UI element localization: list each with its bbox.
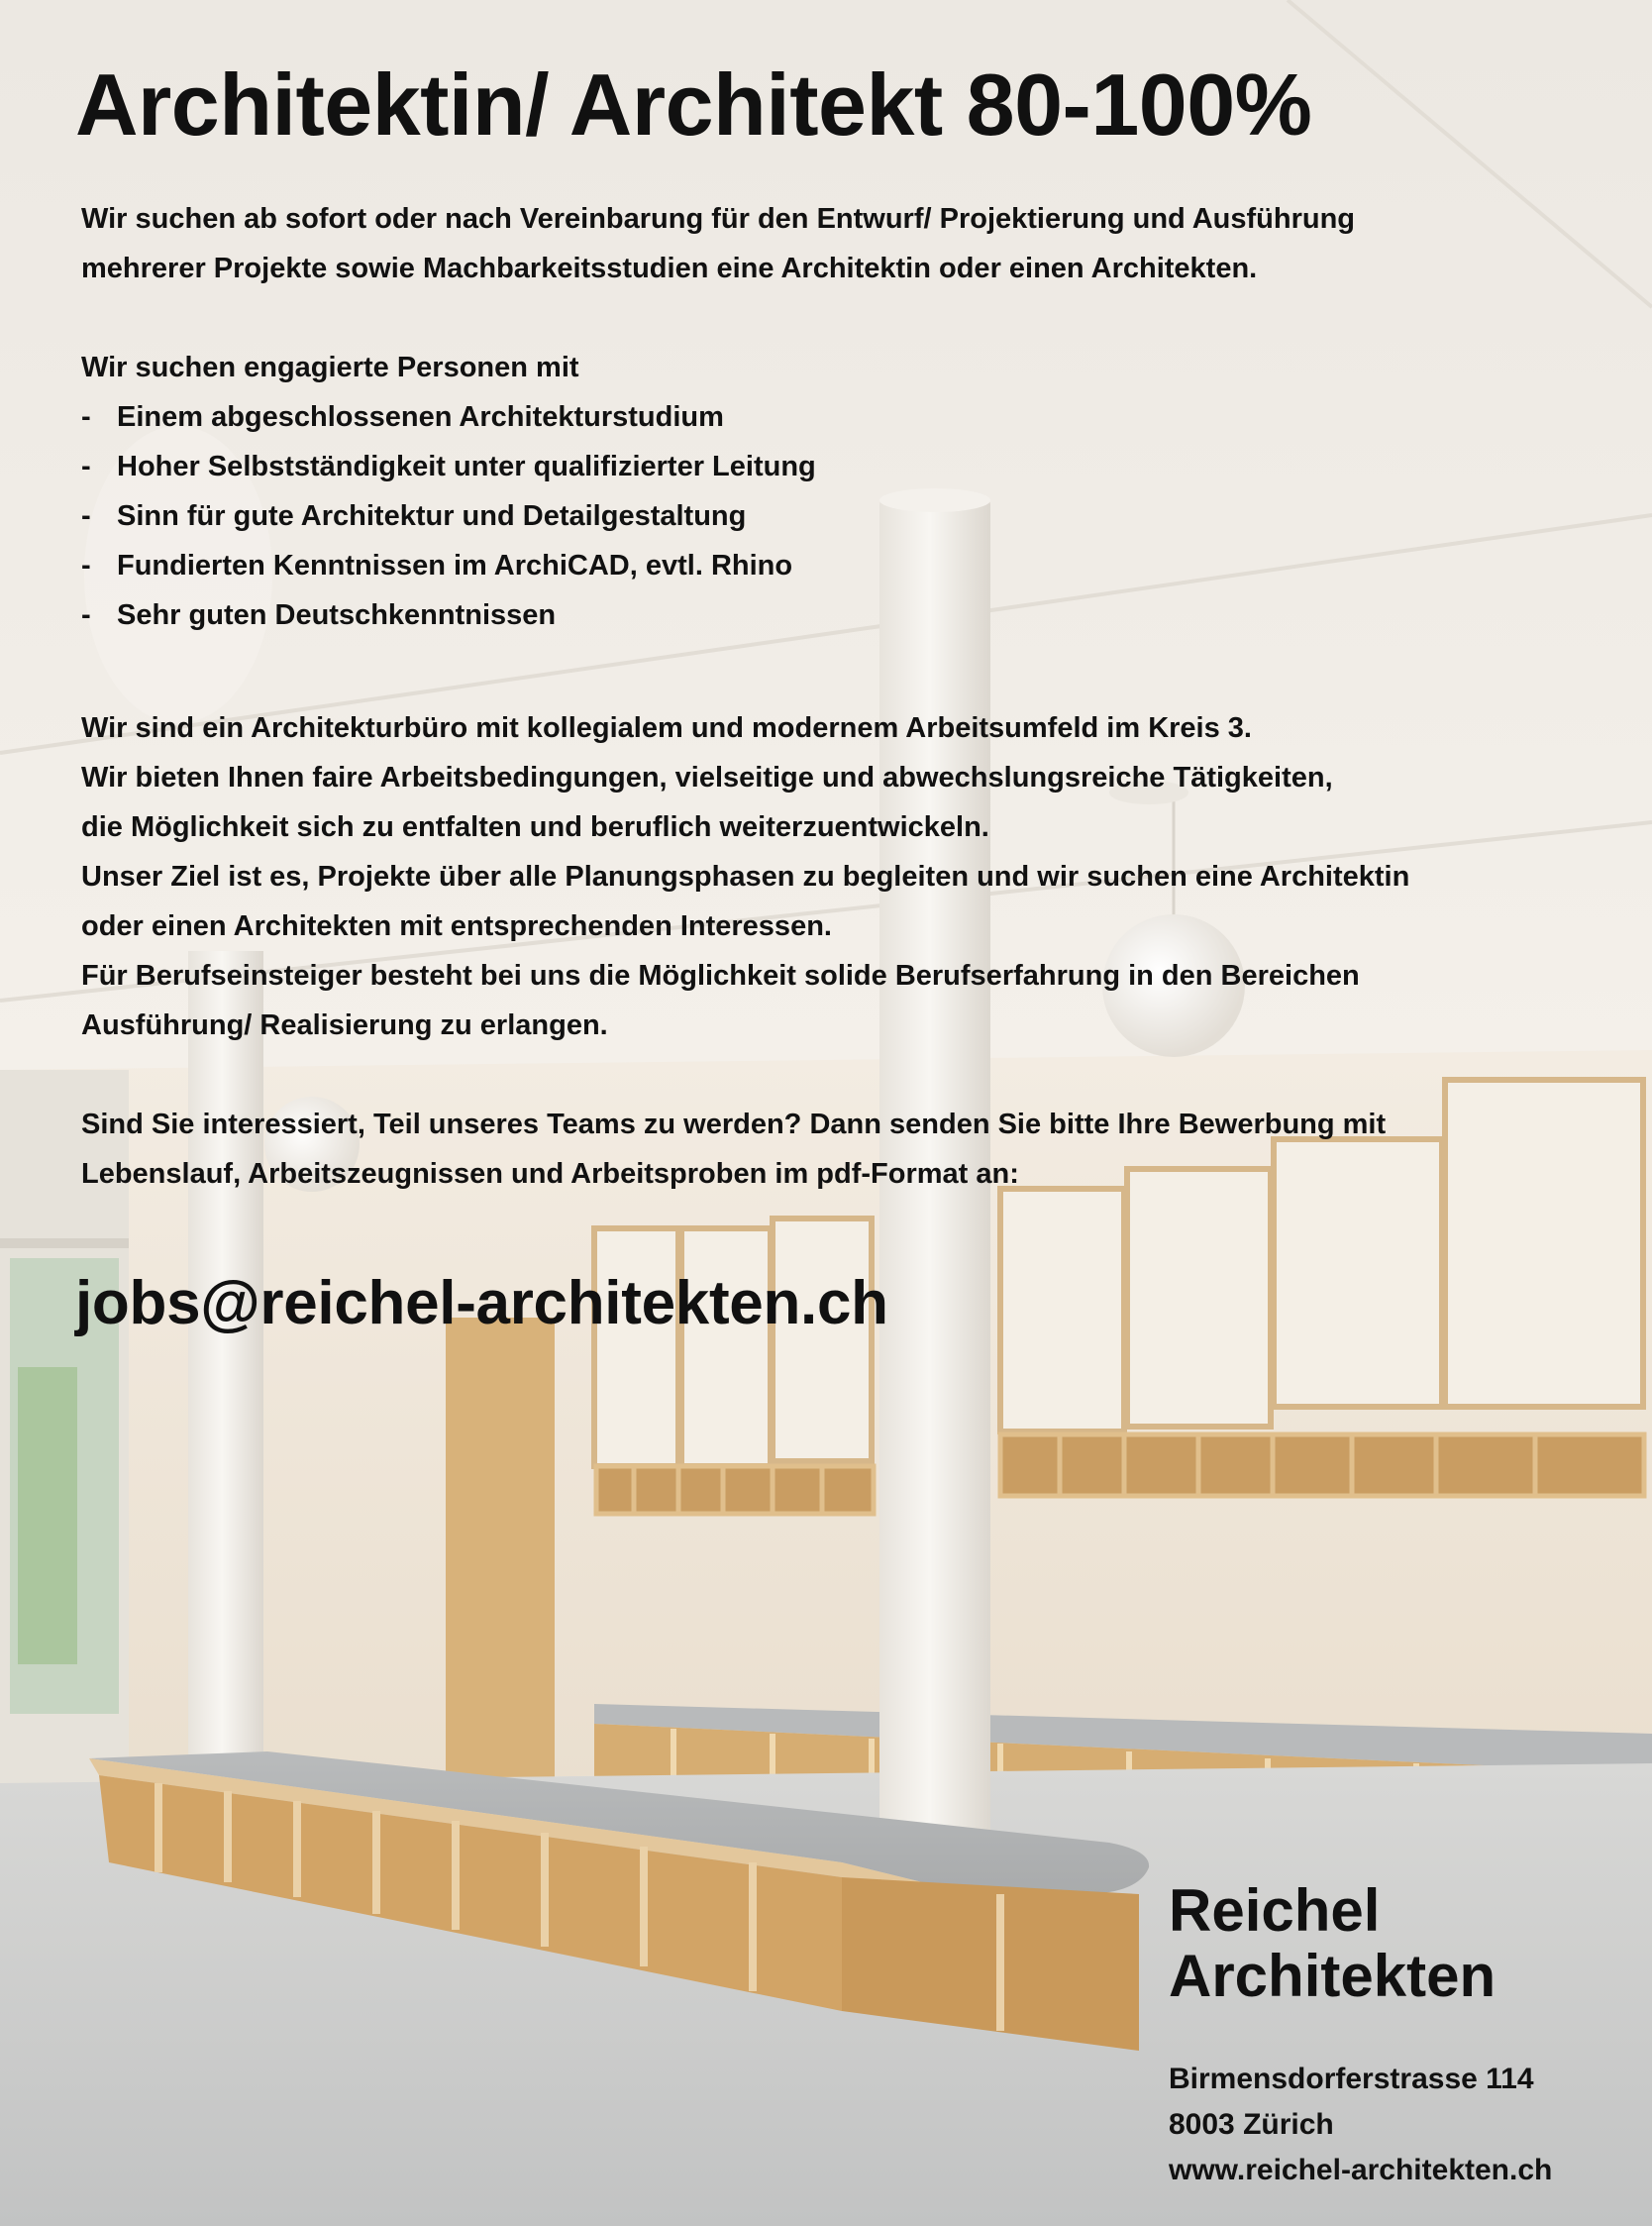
job-title-headline: Architektin/ Architekt 80-100% xyxy=(75,55,1312,154)
list-item-text: Sinn für gute Architektur und Detailgestaltung xyxy=(117,500,747,532)
company-address xyxy=(1169,2057,1552,2193)
bullet-dash: - xyxy=(81,401,91,433)
office-line: die Möglichkeit sich zu entfalten und beruflich weiterzuentwickeln. xyxy=(81,811,989,843)
intro-line: Wir suchen ab sofort oder nach Vereinbarung für den Entwurf/ Projektierung und Ausführung xyxy=(81,203,1356,235)
list-item xyxy=(81,491,816,541)
office-line: Ausführung/ Realisierung zu erlangen. xyxy=(81,1009,608,1041)
requirements-intro: Wir suchen engagierte Personen mit xyxy=(81,352,579,383)
office-line: Unser Ziel ist es, Projekte über alle Planungsphasen zu begleiten und wir suchen eine Architektin xyxy=(81,861,1410,893)
office-line: oder einen Architekten mit entsprechenden Interessen. xyxy=(81,910,832,942)
bullet-dash: - xyxy=(81,550,91,582)
application-email-link[interactable]: jobs@reichel-architekten.ch xyxy=(75,1269,888,1337)
company-name-line: Architekten xyxy=(1169,1943,1497,2009)
requirements-list xyxy=(81,392,816,640)
office-description xyxy=(81,703,1587,1050)
intro-paragraph xyxy=(81,194,1587,293)
list-item-text: Sehr guten Deutschkenntnissen xyxy=(117,599,557,631)
intro-line: mehrerer Projekte sowie Machbarkeitsstudien eine Architektin oder einen Architekten. xyxy=(81,253,1258,284)
company-name xyxy=(1169,1878,1496,2009)
office-line: Für Berufseinsteiger besteht bei uns die Möglichkeit solide Berufserfahrung in den Bereichen xyxy=(81,960,1360,992)
list-item-text: Einem abgeschlossenen Architekturstudium xyxy=(117,401,724,433)
cta-line: Lebenslauf, Arbeitszeugnissen und Arbeitsproben im pdf-Format an: xyxy=(81,1158,1019,1190)
list-item xyxy=(81,442,816,491)
list-item xyxy=(81,590,816,640)
list-item xyxy=(81,392,816,442)
list-item-text: Fundierten Kenntnissen im ArchiCAD, evtl. Rhino xyxy=(117,550,793,582)
address-street: Birmensdorferstrasse 114 xyxy=(1169,2063,1534,2095)
office-line: Wir sind ein Architekturbüro mit kollegialem und modernem Arbeitsumfeld im Kreis 3. xyxy=(81,712,1252,744)
office-line: Wir bieten Ihnen faire Arbeitsbedingungen, vielseitige und abwechslungsreiche Tätigkeiten, xyxy=(81,762,1333,794)
list-item-text: Hoher Selbstständigkeit unter qualifizierter Leitung xyxy=(117,451,816,482)
address-city: 8003 Zürich xyxy=(1169,2108,1334,2141)
list-item xyxy=(81,541,816,590)
cta-line: Sind Sie interessiert, Teil unseres Teams zu werden? Dann senden Sie bitte Ihre Bewerbung mit xyxy=(81,1109,1387,1140)
bullet-dash: - xyxy=(81,599,91,631)
bullet-dash: - xyxy=(81,451,91,482)
bullet-dash: - xyxy=(81,500,91,532)
requirements-heading xyxy=(81,343,1587,392)
company-name-line: Reichel xyxy=(1169,1877,1381,1944)
website-link[interactable]: www.reichel-architekten.ch xyxy=(1169,2154,1553,2186)
call-to-action xyxy=(81,1100,1587,1199)
